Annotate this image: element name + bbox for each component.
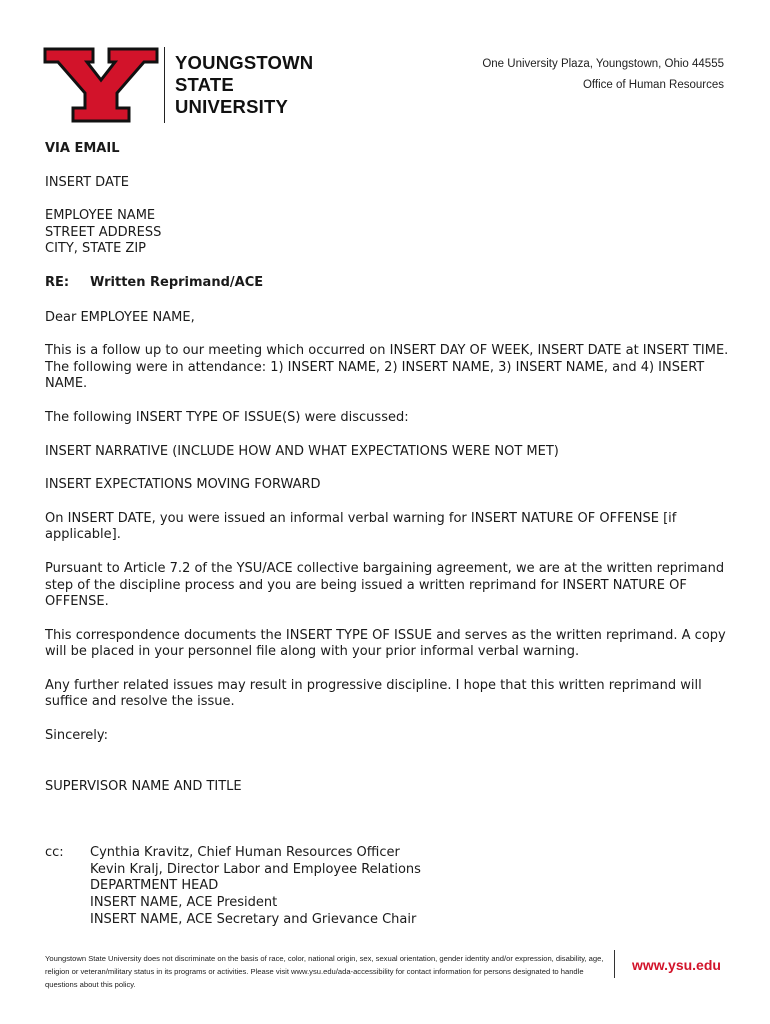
logo-divider	[164, 47, 165, 123]
body-paragraph: This correspondence documents the INSERT TYPE OF ISSUE and serves as the written reprimand. A copy will be placed in your personnel file along with your prior informal verbal warning.	[45, 627, 726, 660]
cc-recipient: DEPARTMENT HEAD	[90, 878, 219, 894]
recipient-address	[45, 208, 735, 258]
office-name: Office of Human Resources	[582, 79, 724, 91]
letter-date: INSERT DATE	[45, 174, 130, 190]
cc-list	[90, 845, 421, 928]
letter-body	[45, 141, 735, 928]
body-paragraph: The following INSERT TYPE OF ISSUE(S) were discussed:	[45, 409, 409, 425]
ysu-logo-mark	[43, 47, 159, 127]
body-paragraph: This is a follow up to our meeting which occurred on INSERT DAY OF WEEK, INSERT DATE at INSERT TIME. The following were in attendance: 1) INSERT NAME, 2) INSERT NAME, 3) INSERT NAME, and 4) INSERT NAME.	[45, 343, 729, 392]
cc-block	[45, 845, 735, 928]
subject-line	[45, 275, 735, 292]
recipient-city: CITY, STATE ZIP	[45, 241, 146, 257]
ysu-y-logo-icon	[43, 47, 159, 123]
cc-recipient: INSERT NAME, ACE President	[90, 895, 278, 911]
body-paragraph: INSERT EXPECTATIONS MOVING FORWARD	[45, 477, 321, 493]
subject-label: RE:	[45, 274, 70, 290]
wordmark-line-2: STATE	[175, 74, 234, 95]
university-address: One University Plaza, Youngstown, Ohio 44555	[482, 58, 724, 70]
cc-label: cc:	[45, 845, 64, 861]
cc-recipient: Cynthia Kravitz, Chief Human Resources Officer	[90, 845, 400, 861]
cc-recipient: Kevin Kralj, Director Labor and Employee Relations	[90, 861, 421, 877]
body-paragraph: On INSERT DATE, you were issued an informal verbal warning for INSERT NATURE OF OFFENSE [if applicable].	[45, 510, 677, 543]
header-address-block	[482, 54, 724, 96]
closing: Sincerely:	[45, 728, 109, 744]
footer-divider	[614, 950, 615, 978]
signature-line: SUPERVISOR NAME AND TITLE	[45, 778, 242, 794]
salutation: Dear EMPLOYEE NAME,	[45, 309, 195, 325]
body-paragraph: Pursuant to Article 7.2 of the YSU/ACE collective bargaining agreement, we are at the written reprimand step of the discipline process and you are being issued a written reprimand for INSERT NATURE OF OFFENSE.	[45, 560, 725, 610]
body-paragraph: INSERT NARRATIVE (INCLUDE HOW AND WHAT EXPECTATIONS WERE NOT MET)	[45, 443, 559, 459]
body-paragraph: Any further related issues may result in progressive discipline. I hope that this written reprimand will suffice and resolve the issue.	[45, 677, 702, 710]
university-wordmark	[175, 52, 313, 118]
university-website-link[interactable]: www.ysu.edu	[632, 957, 721, 973]
cc-recipient: INSERT NAME, ACE Secretary and Grievance Chair	[90, 911, 417, 927]
wordmark-line-3: UNIVERSITY	[175, 96, 289, 117]
recipient-name: EMPLOYEE NAME	[45, 208, 156, 224]
recipient-street: STREET ADDRESS	[45, 224, 162, 240]
wordmark-line-1: YOUNGSTOWN	[175, 52, 314, 73]
subject-text: Written Reprimand/ACE	[90, 274, 264, 290]
nondiscrimination-statement: Youngstown State University does not discriminate on the basis of race, color, national origin, sex, sexual orientation, gender identity and/or expression, disability, age, religion or veteran/military status in its programs or activities. Please visit www.ysu.edu/ada-accessibility for contact information for persons designated to handle questions about this policy.	[45, 954, 604, 989]
delivery-method: VIA EMAIL	[45, 141, 120, 156]
